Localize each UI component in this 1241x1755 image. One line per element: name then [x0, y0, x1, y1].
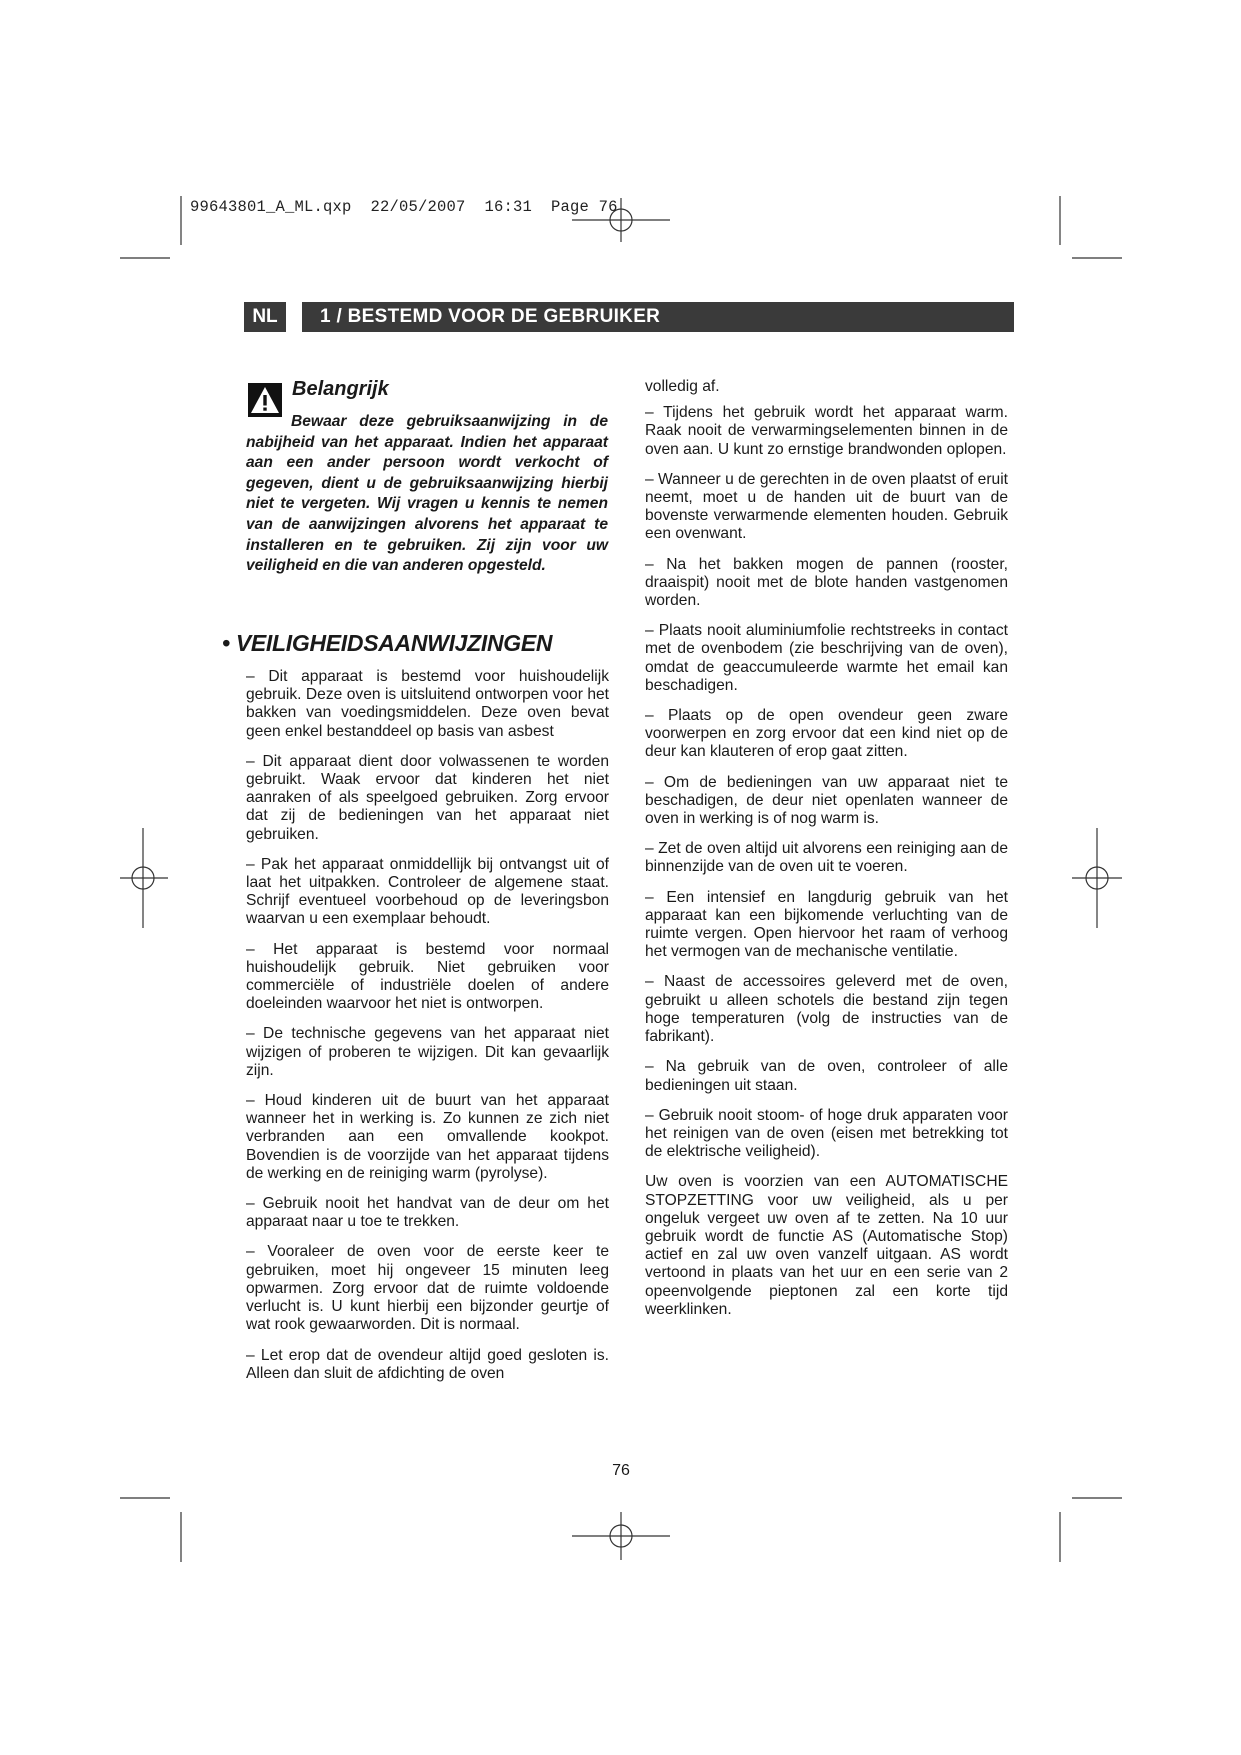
- paragraph: – Dit apparaat is bestemd voor huishoudelijk gebruik. Deze oven is uitsluitend ontworpen voor het bakken van voedingsmiddelen. Deze oven bevat geen enkel bestanddeel op basis van asbest: [246, 668, 609, 740]
- section-title: • VEILIGHEIDSAANWIJZINGEN: [222, 630, 553, 656]
- paragraph: – Gebruik nooit het handvat van de deur om het apparaat naar u toe te trekken.: [246, 1195, 609, 1231]
- paragraph: – Zet de oven altijd uit alvorens een reiniging aan de binnenzijde van de oven uit te voeren.: [645, 840, 1008, 876]
- paragraph: – Om de bedieningen van uw apparaat niet te beschadigen, de deur niet openlaten wanneer de oven in werking is of nog warm is.: [645, 773, 1008, 828]
- paragraph: – Na het bakken mogen de pannen (rooster, draaispit) nooit met de blote handen vastgenomen worden.: [645, 555, 1008, 610]
- important-title: Belangrijk: [292, 378, 389, 400]
- paragraph: – Na gebruik van de oven, controleer of alle bedieningen uit staan.: [645, 1058, 1008, 1094]
- paragraph: volledig af.: [645, 378, 720, 395]
- file-slug: 99643801_A_ML.qxp 22/05/2007 16:31 Page 76: [190, 198, 618, 216]
- paragraph: Uw oven is voorzien van een AUTOMATISCHE STOPZETTING voor uw veiligheid, als u per ongeluk vergeet uw oven af te zetten. Na 10 uur gebruik wordt de functie AS (Automatische Stop) actief en zal uw oven vanzelf uitgaan. AS wordt vertoond in plaats van het uur en een serie van 2 opeenvolgende pieptonen zal een korte tijd weerklinken.: [645, 1173, 1008, 1318]
- paragraph: – Pak het apparaat onmiddellijk bij ontvangst uit of laat het uitpakken. Controleer de algemene staat. Schrijf eventueel voorbehoud op de leveringsbon waarvan u een exemplaar behoudt.: [246, 855, 609, 928]
- paragraph: – De technische gegevens van het apparaat niet wijzigen of proberen te wijzigen. Dit kan gevaarlijk zijn.: [246, 1025, 609, 1079]
- paragraph: – Dit apparaat dient door volwassenen te worden gebruikt. Waak ervoor dat kinderen het niet aanraken of als speelgoed gebruiken. Zorg ervoor dat zij de bedieningen van het apparaat niet gebruiken.: [246, 752, 609, 843]
- left-column: [246, 668, 609, 1395]
- paragraph: – Wanneer u de gerechten in de oven plaatst of eruit neemt, moet u de handen uit de buurt van de bovenste verwarmende elementen houden. Gebruik een ovenwant.: [645, 470, 1008, 543]
- paragraph: – Plaats op de open ovendeur geen zware voorwerpen en zorg ervoor dat een kind niet op de deur kan klauteren of erop gaat zitten.: [645, 707, 1008, 761]
- language-badge: NL: [244, 302, 286, 332]
- paragraph: – Een intensief en langdurig gebruik van het apparaat kan een bijkomende verluchting van de ruimte vergen. Open hiervoor het raam of verhoog het vermogen van de mechanische ventilatie.: [645, 888, 1008, 961]
- right-column: [645, 378, 1008, 1331]
- paragraph: – Naast de accessoires geleverd met de oven, gebruikt u alleen schotels die bestand zijn tegen hoge temperaturen (volg de instructies van de fabrikant).: [645, 973, 1008, 1046]
- important-text: Bewaar deze gebruiksaanwijzing in de nabijheid van het apparaat. Indien het apparaat aan een ander persoon wordt verkocht of gegeven, dient u de gebruiksaanwijzing hierbij niet te vergeten. Wij vragen u kennis te nemen van de aanwijzingen alvorens het apparaat te installeren en te gebruiken. Zij zijn voor uw veiligheid en die van anderen opgesteld.: [246, 413, 608, 575]
- paragraph: – Tijdens het gebruik wordt het apparaat warm. Raak nooit de verwarmingselementen binnen in de oven aan. U kunt zo ernstige brandwonden oplopen.: [645, 404, 1008, 458]
- paragraph: – Vooraleer de oven voor de eerste keer te gebruiken, moet hij ongeveer 15 minuten leeg opwarmen. Zorg ervoor dat de ruimte voldoende verlucht is. U kunt hierbij een bijzonder geurtje of wat rook gewaarworden. Dit is normaal.: [246, 1243, 609, 1334]
- paragraph: – Gebruik nooit stoom- of hoge druk apparaten voor het reinigen van de oven (eisen met betrekking tot de elektrische veiligheid).: [645, 1106, 1008, 1161]
- paragraph: – Let erop dat de ovendeur altijd goed gesloten is. Alleen dan sluit de afdichting de oven: [246, 1346, 609, 1382]
- paragraph: – Het apparaat is bestemd voor normaal huishoudelijk gebruik. Niet gebruiken voor commerciële of industriële doelen of andere doeleinden waarvoor het niet is ontworpen.: [246, 940, 609, 1013]
- page-title: 1 / BESTEMD VOOR DE GEBRUIKER: [302, 302, 1014, 332]
- page-number: 76: [612, 1462, 630, 1479]
- paragraph: – Houd kinderen uit de buurt van het apparaat wanneer het in werking is. Zo kunnen ze zich niet verbranden aan een omvallende kookpot. Bovendien is de voorzijde van het apparaat tijdens de werking en de reiniging warm (pyrolyse).: [246, 1092, 609, 1182]
- paragraph: – Plaats nooit aluminiumfolie rechtstreeks in contact met de ovenbodem (zie beschrijving van de oven), omdat de geaccumuleerde warmte het email kan beschadigen.: [645, 622, 1008, 694]
